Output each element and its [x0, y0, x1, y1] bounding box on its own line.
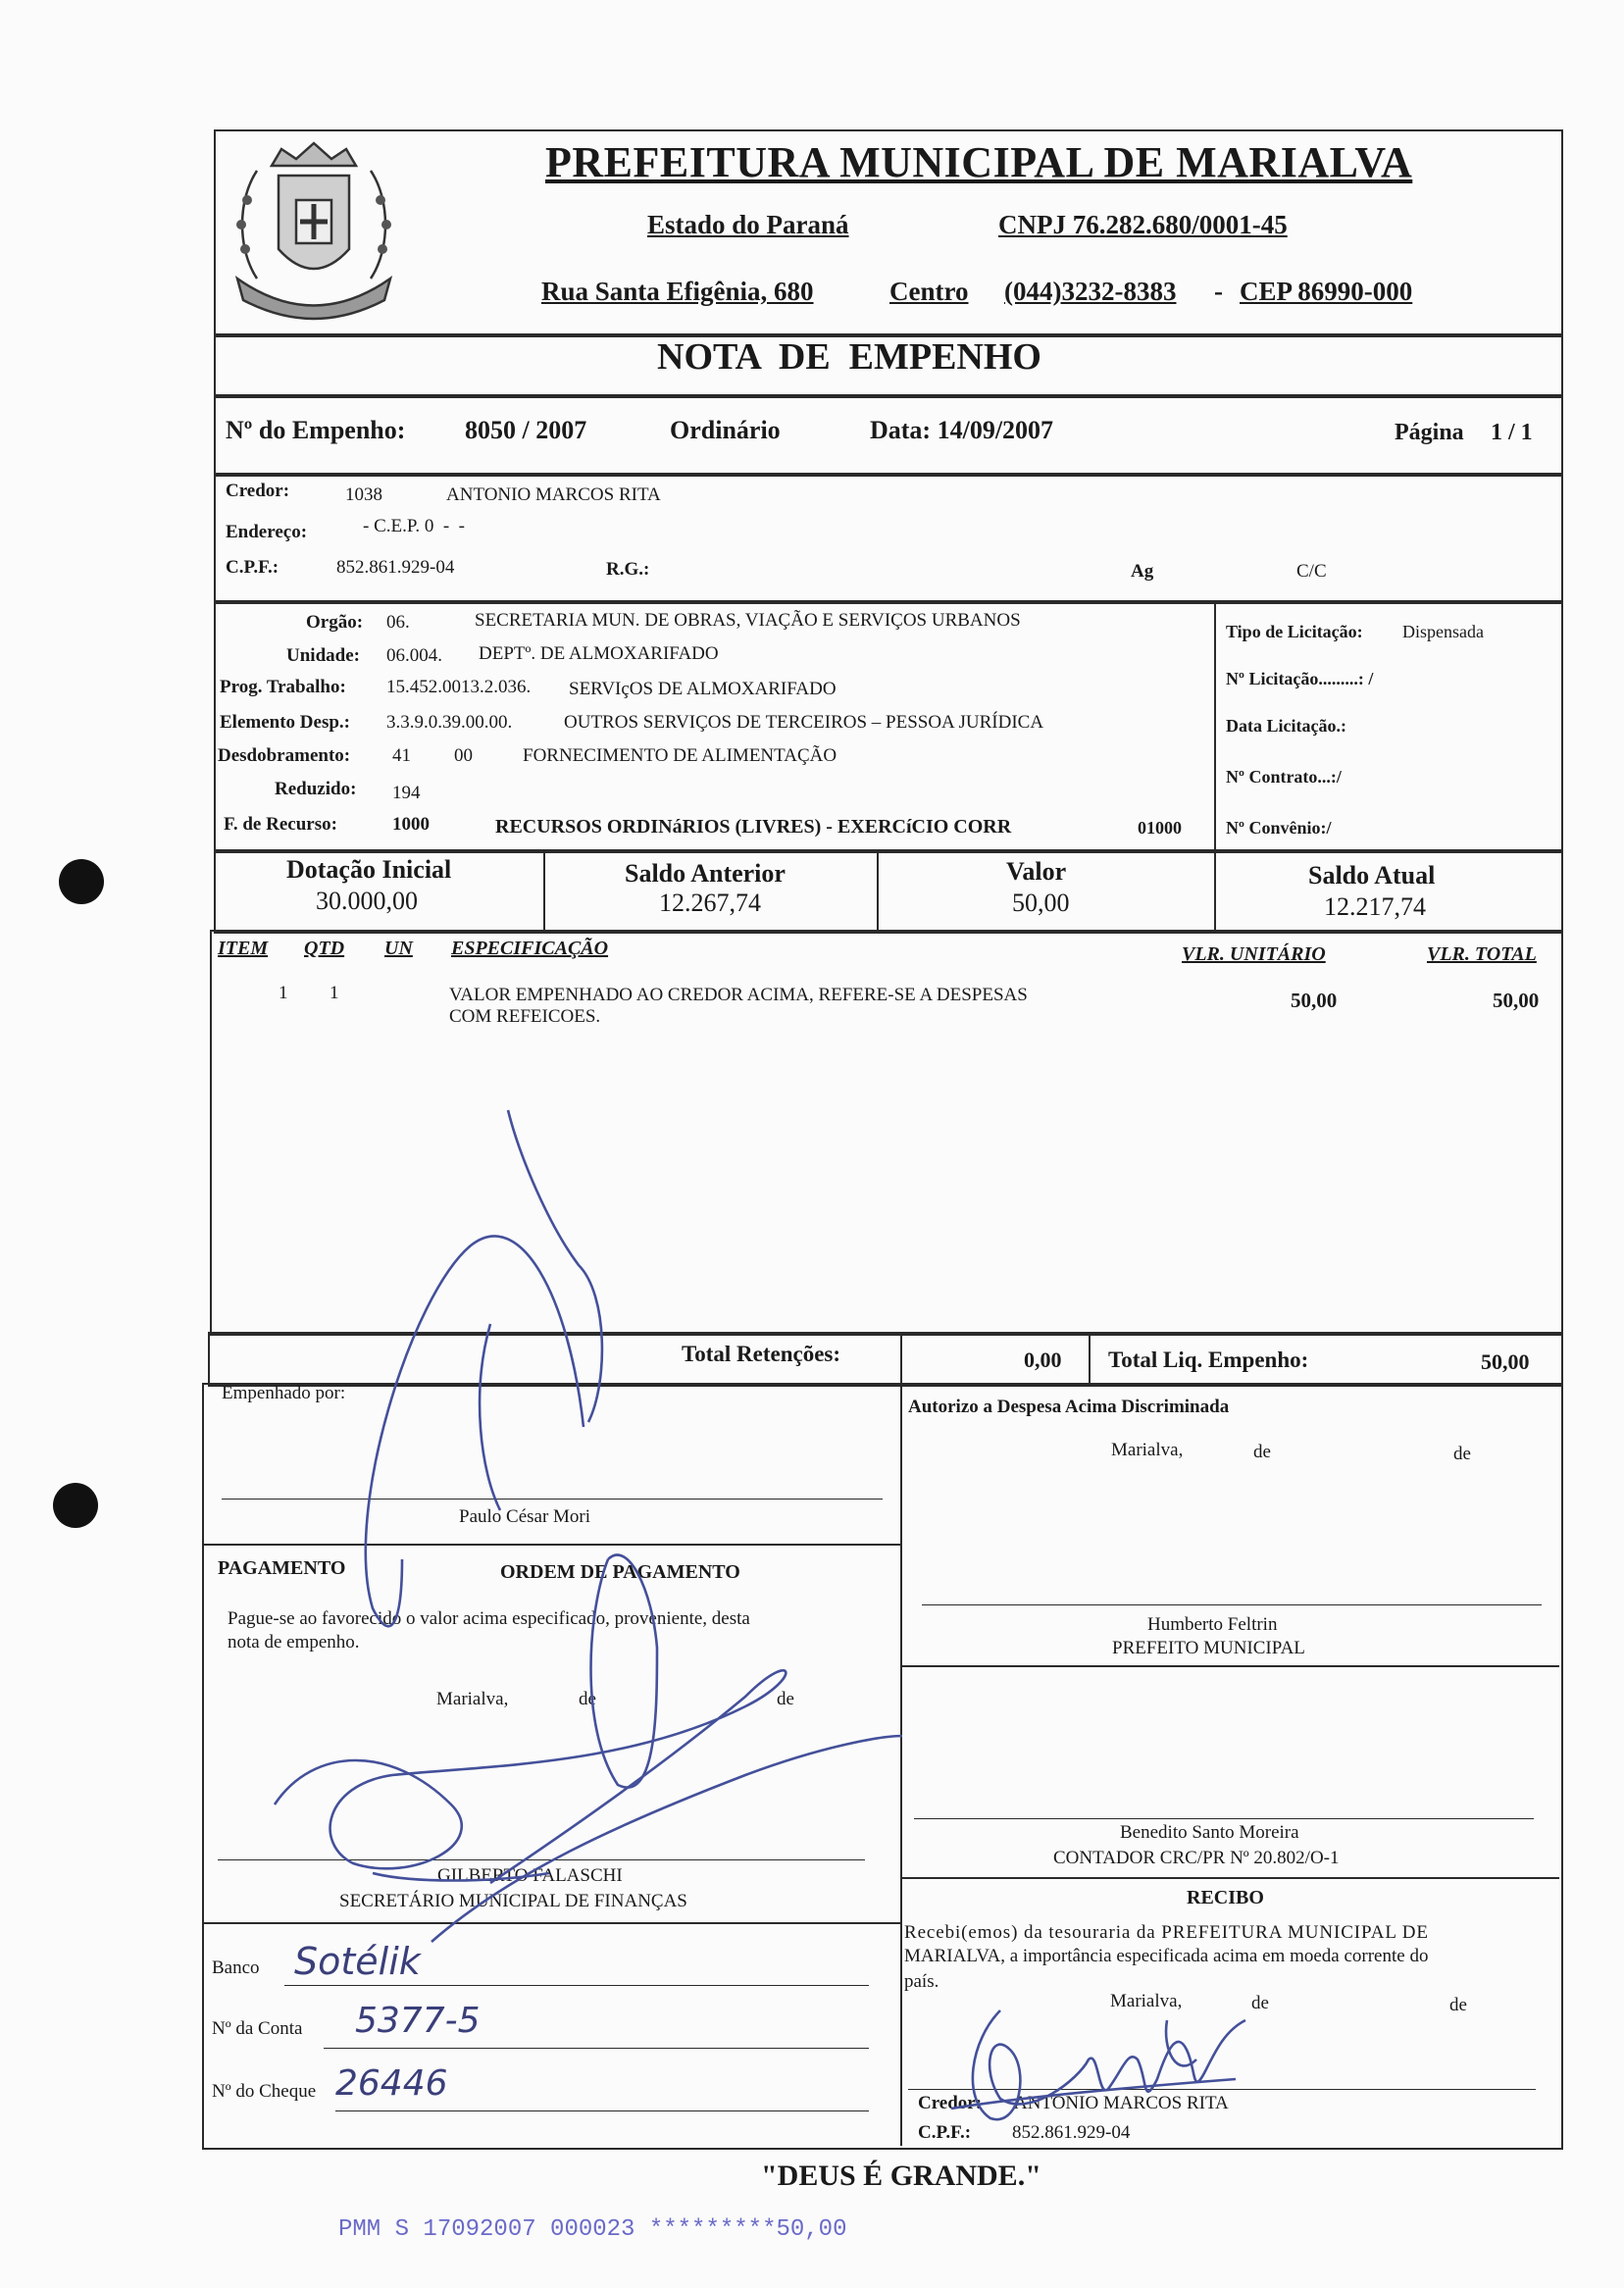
recibo-cpf-value: 852.861.929-04 — [1012, 2122, 1131, 2143]
col-qtd: QTD — [304, 938, 345, 959]
cheque-line — [335, 2110, 869, 2111]
totals-divider-2 — [1089, 1332, 1091, 1383]
prog-code: 15.452.0013.2.036. — [386, 677, 532, 697]
fonte-number: 01000 — [1138, 818, 1182, 838]
reduzido-label: Reduzido: — [275, 779, 357, 799]
total-retencoes-value: 0,00 — [1024, 1347, 1062, 1372]
coat-of-arms-icon — [218, 131, 410, 328]
saldos-divider-3 — [1214, 849, 1216, 930]
recibo-line3: país. — [904, 1971, 939, 1992]
col-especificacao: ESPECIFICAÇÃO — [451, 938, 609, 959]
recibo-top-line — [900, 1877, 1559, 1879]
recibo-credor-label: Credor: — [918, 2093, 983, 2113]
row-unit-value: 50,00 — [1291, 989, 1338, 1012]
autorizo-text: Autorizo a Despesa Acima Discriminada — [908, 1397, 1230, 1417]
motto-text: "DEUS É GRANDE." — [761, 2160, 1041, 2192]
pagamento-place: Marialva, — [436, 1689, 509, 1709]
pagamento-label: PAGAMENTO — [218, 1557, 346, 1579]
total-retencoes-label: Total Retenções: — [682, 1342, 841, 1366]
reduzido-value: 194 — [392, 783, 421, 803]
elemento-label: Elemento Desp.: — [220, 712, 350, 733]
street-text: Rua Santa Efigênia, 680 — [541, 277, 814, 306]
total-liquido-label: Total Liq. Empenho: — [1108, 1347, 1309, 1372]
recibo-line1: Recebi(emos) da tesouraria da PREFEITURA MUNICIPAL DE — [904, 1922, 1429, 1943]
credor-code: 1038 — [345, 484, 382, 505]
saldo-atual-label: Saldo Atual — [1308, 861, 1436, 890]
prog-value: SERVIçOS DE ALMOXARIFADO — [569, 679, 837, 699]
orgao-label: Orgão: — [306, 612, 364, 633]
doc-title: NOTA DE EMPENHO — [657, 336, 1041, 378]
desdobramento-value: FORNECIMENTO DE ALIMENTAÇÃO — [523, 745, 837, 766]
pague-se-line2: nota de empenho. — [228, 1632, 360, 1652]
address-value: - C.E.P. 0 - - — [363, 516, 465, 536]
empenho-type: Ordinário — [670, 416, 781, 444]
contrato-number: Nº Contrato...:/ — [1226, 767, 1342, 787]
elemento-value: OUTROS SERVIÇOS DE TERCEIROS – PESSOA JURÍDICA — [564, 712, 1044, 733]
fonte-value: RECURSOS ORDINáRIOS (LIVRES) - EXERCíCIO CORR — [495, 816, 1012, 838]
recibo-line2: MARIALVA, a importância especificada acima em moeda corrente do — [904, 1946, 1429, 1966]
district-text: Centro — [889, 277, 969, 306]
page-title: PREFEITURA MUNICIPAL DE MARIALVA — [545, 138, 1413, 186]
phone-text: (044)3232-8383 — [1004, 277, 1177, 306]
prog-label: Prog. Trabalho: — [220, 677, 346, 697]
autorizo-place: Marialva, — [1111, 1440, 1184, 1460]
licitacao-date: Data Licitação.: — [1226, 716, 1346, 736]
credor-frame — [214, 473, 1563, 604]
licitacao-number: Nº Licitação.........: / — [1226, 669, 1374, 688]
fonte-label: F. de Recurso: — [224, 814, 337, 835]
signature-credor — [932, 1991, 1255, 2138]
orgao-code: 06. — [386, 612, 410, 633]
cheque-value: 26446 — [335, 2063, 448, 2104]
col-un: UN — [384, 938, 413, 959]
empenhado-por-name: Paulo César Mori — [459, 1506, 591, 1527]
recibo-label: RECIBO — [1187, 1887, 1264, 1908]
recibo-de-2: de — [1449, 1995, 1467, 2015]
contador-name: Benedito Santo Moreira — [1120, 1822, 1299, 1843]
conta-value: 5377-5 — [355, 2001, 481, 2041]
saldo-anterior-label: Saldo Anterior — [625, 859, 786, 888]
saldos-divider-2 — [877, 849, 879, 930]
pagamento-de-2: de — [777, 1689, 794, 1709]
elemento-code: 3.3.9.0.39.00.00. — [386, 712, 513, 733]
signature-secretario — [196, 1098, 902, 1961]
punch-hole-bottom — [53, 1483, 98, 1528]
convenio-number: Nº Convênio:/ — [1226, 818, 1332, 838]
col-vlr-total: VLR. TOTAL — [1427, 943, 1537, 965]
fonte-code: 1000 — [392, 814, 430, 835]
tipo-licitacao-label: Tipo de Licitação: — [1226, 622, 1363, 641]
cheque-label: Nº do Cheque — [212, 2081, 317, 2102]
prefeito-signature-line — [922, 1604, 1542, 1605]
row-qtd: 1 — [330, 983, 339, 1003]
page-label: Página — [1395, 420, 1464, 445]
cc-label: C/C — [1296, 561, 1327, 582]
prefeito-name: Humberto Feltrin — [1147, 1614, 1278, 1635]
rg-label: R.G.: — [606, 559, 650, 580]
row-description-line1: VALOR EMPENHADO AO CREDOR ACIMA, REFERE-SE A DESPESAS — [449, 985, 1028, 1005]
empenho-number-label: Nº do Empenho: — [226, 416, 406, 444]
desdobramento-code2: 00 — [454, 745, 473, 766]
separator-text: - — [1214, 277, 1223, 306]
row-description-line2: COM REFEICOES. — [449, 1006, 601, 1027]
ordem-pagamento-label: ORDEM DE PAGAMENTO — [500, 1561, 740, 1583]
recibo-credor-name: ANTONIO MARCOS RITA — [1014, 2093, 1229, 2113]
secretario-title: SECRETÁRIO MUNICIPAL DE FINANÇAS — [339, 1891, 687, 1911]
recibo-de-1: de — [1251, 1993, 1269, 2013]
conta-label: Nº da Conta — [212, 2018, 303, 2039]
page-number: 1 / 1 — [1491, 420, 1533, 445]
row-item: 1 — [279, 983, 288, 1003]
valor-value: 50,00 — [1012, 889, 1070, 917]
dotacao-value: 30.000,00 — [316, 887, 418, 915]
banco-value: Sotélik — [294, 1940, 421, 1983]
col-item: ITEM — [218, 938, 269, 959]
pagamento-de-1: de — [579, 1689, 596, 1709]
autorizo-de-2: de — [1453, 1444, 1471, 1464]
recibo-place: Marialva, — [1110, 1991, 1183, 2011]
credor-label: Credor: — [226, 481, 290, 501]
empenho-number: 8050 / 2007 — [465, 416, 587, 444]
saldos-divider-1 — [543, 849, 545, 930]
unidade-code: 06.004. — [386, 645, 442, 666]
unidade-value: DEPTº. DE ALMOXARIFADO — [479, 643, 719, 664]
saldo-anterior-value: 12.267,74 — [659, 889, 761, 917]
secretario-name: GILBERTO FALASCHI — [437, 1865, 623, 1886]
contador-signature-line — [914, 1818, 1534, 1819]
empenhado-por-label: Empenhado por: — [222, 1383, 346, 1403]
punch-hole-top — [59, 859, 104, 904]
autorizo-de-1: de — [1253, 1442, 1271, 1462]
cep-text: CEP 86990-000 — [1240, 277, 1413, 306]
budget-divider — [1214, 600, 1216, 849]
desdobramento-code1: 41 — [392, 745, 411, 766]
prefeito-title: PREFEITO MUNICIPAL — [1112, 1638, 1305, 1658]
recibo-cpf-label: C.P.F.: — [918, 2122, 972, 2143]
tipo-licitacao-value: Dispensada — [1402, 622, 1484, 641]
conta-line — [324, 2048, 869, 2049]
dotacao-label: Dotação Inicial — [286, 855, 452, 884]
row-total-value: 50,00 — [1493, 989, 1540, 1012]
banco-line — [284, 1985, 869, 1986]
banco-label: Banco — [212, 1958, 260, 1978]
valor-label: Valor — [1006, 857, 1067, 886]
prefeito-box-bottom — [900, 1665, 1559, 1667]
saldo-atual-value: 12.217,74 — [1324, 892, 1426, 921]
desdobramento-label: Desdobramento: — [218, 745, 351, 766]
orgao-value: SECRETARIA MUN. DE OBRAS, VIAÇÃO E SERVIÇOS URBANOS — [475, 610, 1021, 631]
cpf-value: 852.861.929-04 — [336, 557, 455, 578]
state-text: Estado do Paraná — [647, 210, 849, 239]
address-label: Endereço: — [226, 522, 308, 542]
pague-se-line1: Pague-se ao favorecido o valor acima especificado, proveniente, desta — [228, 1608, 750, 1629]
print-stamp: PMM S 17092007 000023 *********50,00 — [338, 2216, 847, 2243]
cnpj-text: CNPJ 76.282.680/0001-45 — [998, 210, 1288, 239]
col-vlr-unitario: VLR. UNITÁRIO — [1182, 943, 1326, 965]
cpf-label: C.P.F.: — [226, 557, 279, 578]
credor-name: ANTONIO MARCOS RITA — [446, 484, 661, 505]
empenho-date: Data: 14/09/2007 — [870, 416, 1054, 444]
unidade-label: Unidade: — [286, 645, 360, 666]
ag-label: Ag — [1131, 561, 1154, 582]
contador-title: CONTADOR CRC/PR Nº 20.802/O-1 — [1053, 1848, 1340, 1868]
total-liquido-value: 50,00 — [1481, 1349, 1530, 1374]
